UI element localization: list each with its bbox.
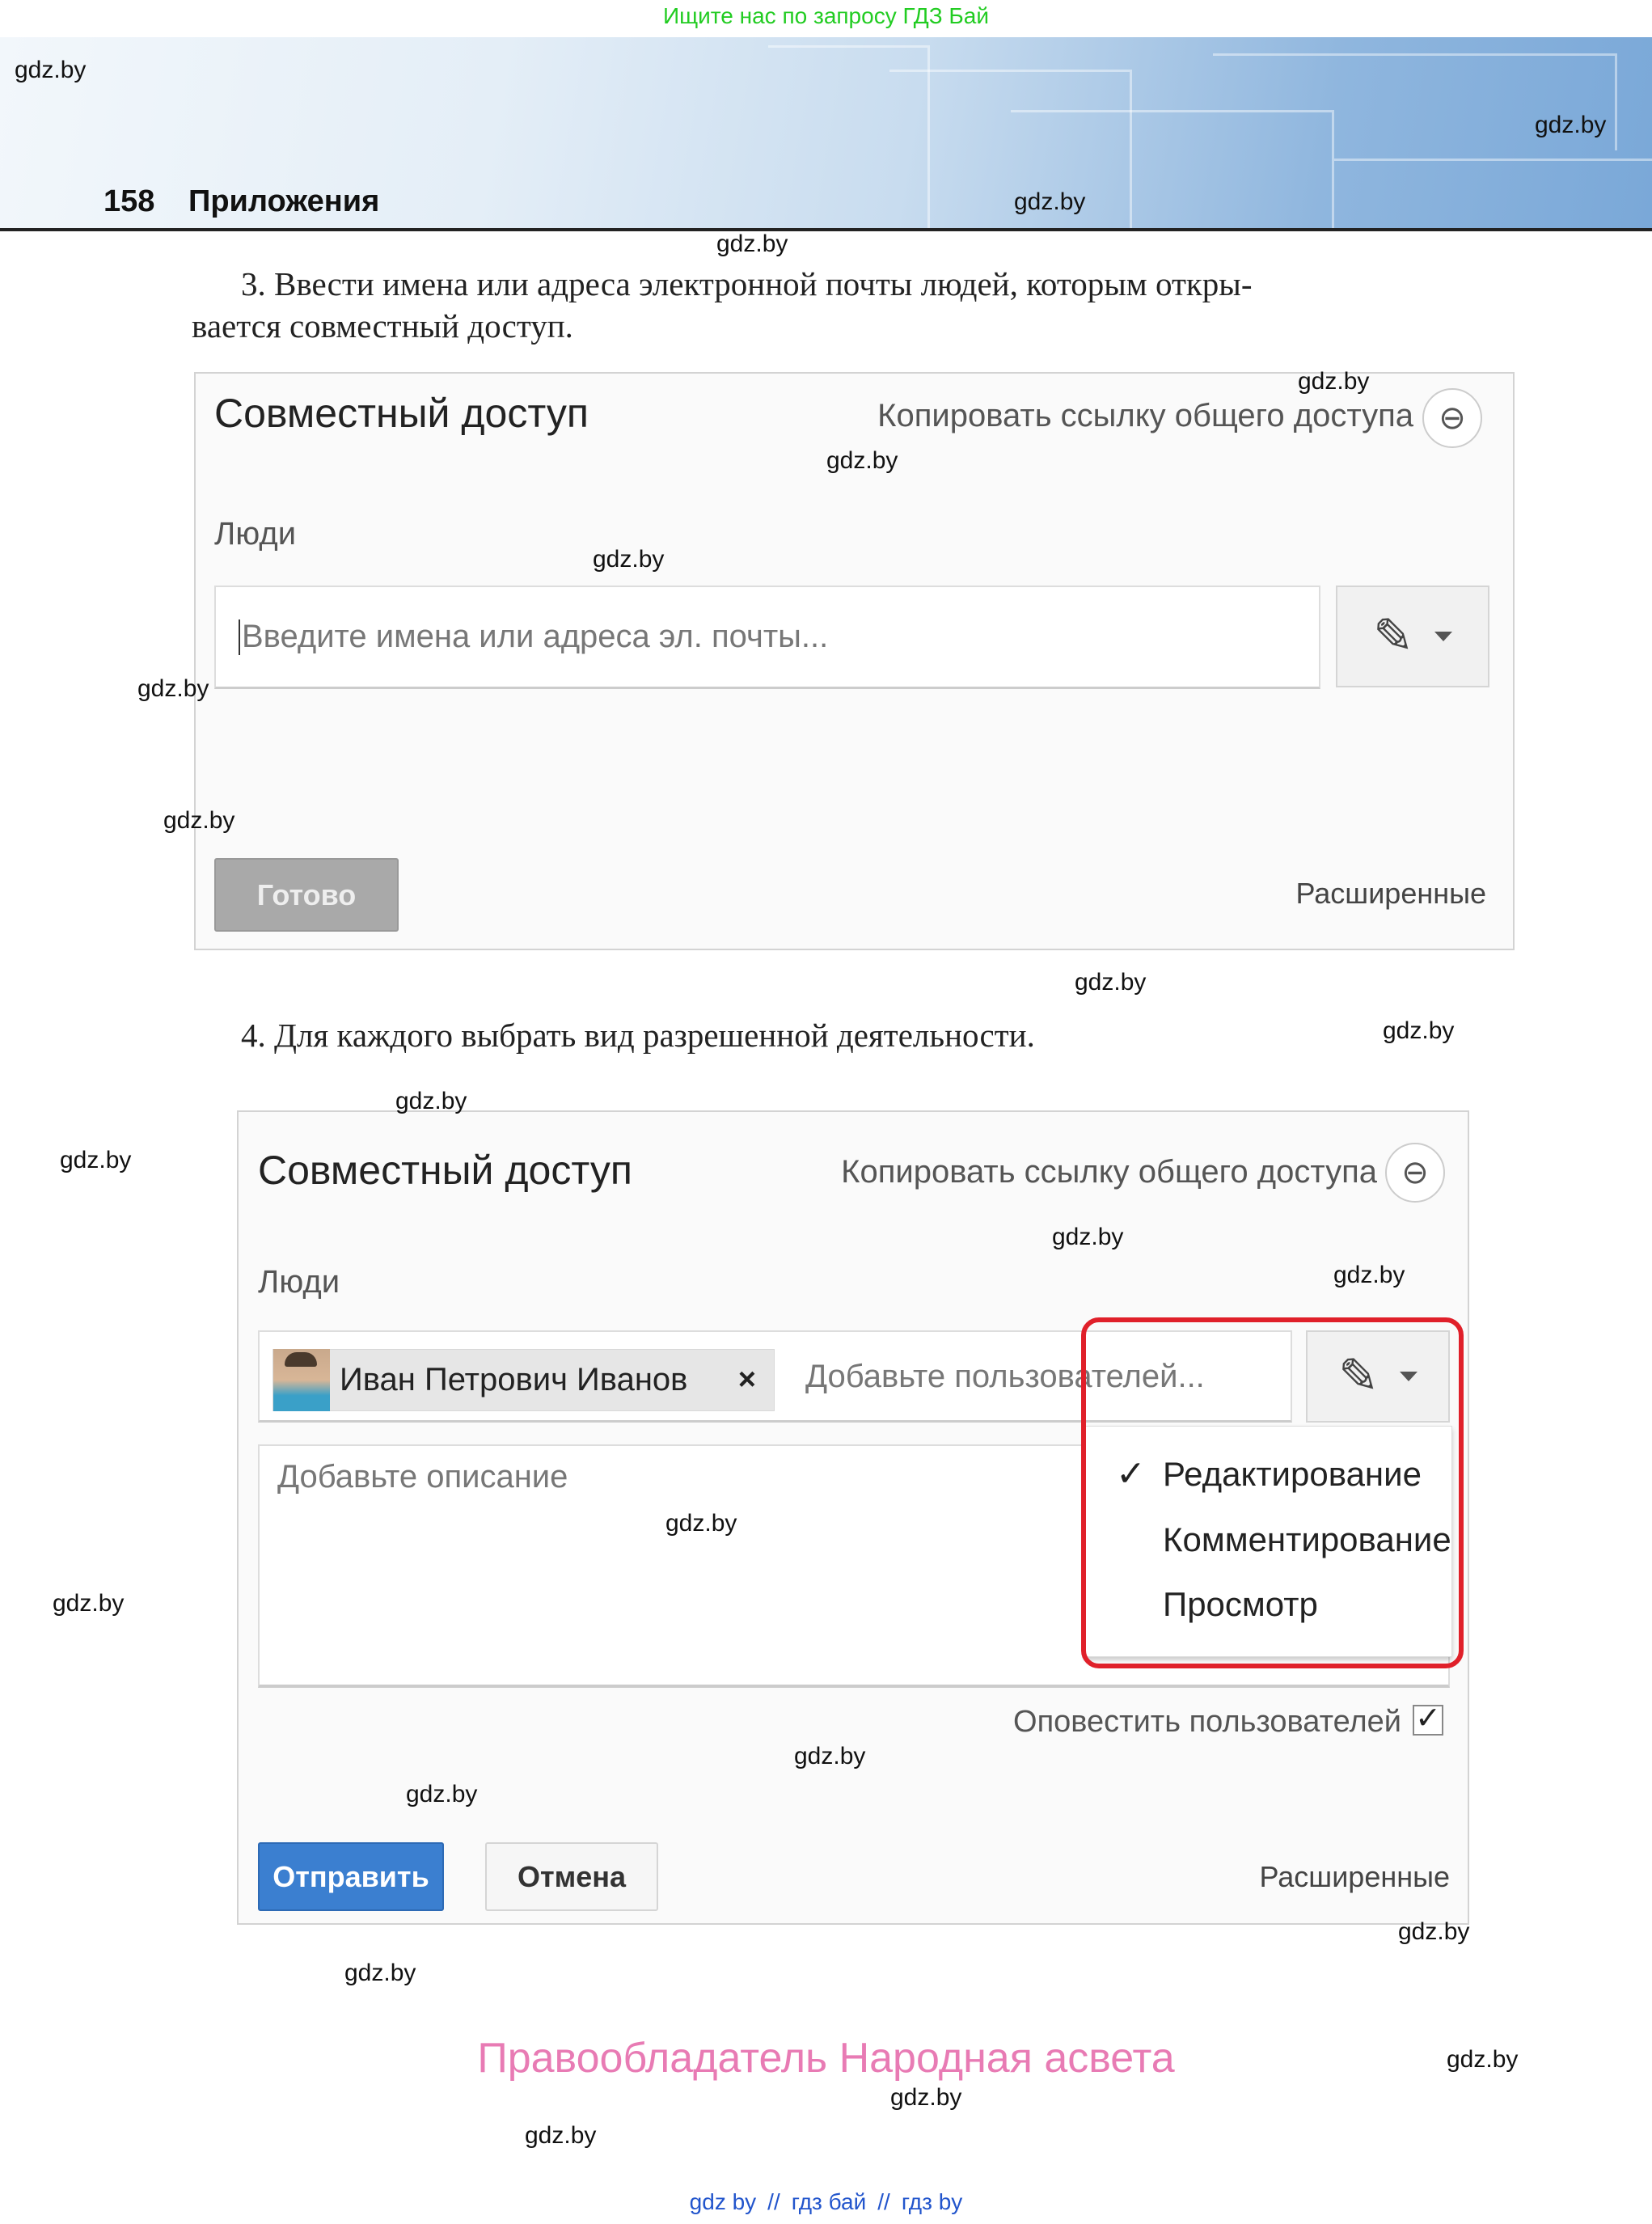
page-number: 158 <box>104 184 155 218</box>
footer-links <box>0 2189 1652 2215</box>
watermark: gdz.by <box>890 2084 962 2111</box>
send-button[interactable]: Отправить <box>258 1842 444 1911</box>
description-placeholder: Добавьте описание <box>277 1459 568 1495</box>
watermark: gdz.by <box>1014 188 1086 215</box>
notify-checkbox[interactable]: ✓ <box>1413 1705 1443 1736</box>
watermark: gdz.by <box>15 57 87 83</box>
copyright-notice: Правообладатель Народная асвета <box>477 2035 1175 2082</box>
footer-separator: // <box>877 2189 890 2214</box>
dialog-title: Совместный доступ <box>258 1148 632 1193</box>
permission-dropdown-button[interactable] <box>1336 586 1489 687</box>
pencil-icon: ✎ <box>1337 1349 1379 1403</box>
advanced-link[interactable]: Расширенные <box>1295 877 1486 910</box>
done-button[interactable]: Готово <box>214 858 399 932</box>
watermark: gdz.by <box>716 230 788 257</box>
watermark: gdz.by <box>1052 1224 1124 1250</box>
notify-label: Оповестить пользователей <box>1013 1705 1401 1739</box>
watermark: gdz.by <box>1333 1262 1405 1288</box>
step4-text: 4. Для каждого выбрать вид разрешенной деятельности. <box>241 1017 1035 1054</box>
watermark: gdz.by <box>1383 1017 1455 1044</box>
step3-line1: 3. Ввести имена или адреса электронной почты людей, которым откры- <box>241 265 1253 302</box>
user-chip <box>273 1349 775 1411</box>
footer-link-gdz-bai[interactable]: гдз бай <box>791 2189 867 2214</box>
add-users-placeholder[interactable]: Добавьте пользователей... <box>805 1359 1205 1394</box>
pencil-icon: ✎ <box>1372 609 1414 663</box>
chip-name: Иван Петрович Иванов <box>340 1362 688 1397</box>
link-icon[interactable]: ⊖ <box>1422 388 1482 448</box>
footer-link-gdz-by[interactable]: гдз by <box>901 2189 963 2214</box>
footer-link-gdz[interactable]: gdz by <box>689 2189 757 2214</box>
watermark: gdz.by <box>344 1960 416 1986</box>
cancel-button[interactable]: Отмена <box>485 1842 658 1911</box>
highlight-frame <box>1081 1317 1464 1668</box>
watermark: gdz.by <box>1398 1918 1470 1945</box>
watermark: gdz.by <box>593 546 665 573</box>
avatar <box>273 1349 330 1411</box>
copy-link-button[interactable]: Копировать ссылку общего доступа <box>877 398 1413 433</box>
remove-user-icon[interactable]: × <box>737 1363 756 1397</box>
watermark: gdz.by <box>665 1510 737 1537</box>
watermark: gdz.by <box>1075 969 1147 996</box>
watermark: gdz.by <box>525 2122 597 2149</box>
dialog-title: Совместный доступ <box>214 391 589 436</box>
text-cursor <box>239 619 240 655</box>
watermark: gdz.by <box>137 675 209 702</box>
search-hint: Ищите нас по запросу ГДЗ Бай <box>662 3 990 28</box>
watermark: gdz.by <box>53 1590 125 1617</box>
people-label: Люди <box>258 1264 340 1300</box>
people-input[interactable] <box>214 586 1320 689</box>
watermark: gdz.by <box>163 807 235 834</box>
footer-separator: // <box>767 2189 780 2214</box>
copy-link-button[interactable]: Копировать ссылку общего доступа <box>841 1154 1377 1190</box>
watermark: gdz.by <box>1535 112 1607 138</box>
people-placeholder: Введите имена или адреса эл. почты... <box>242 619 829 654</box>
caret-down-icon <box>1434 632 1452 641</box>
watermark: gdz.by <box>406 1781 478 1808</box>
watermark: gdz.by <box>395 1088 467 1114</box>
watermark: gdz.by <box>1447 2046 1519 2073</box>
watermark: gdz.by <box>1298 368 1370 395</box>
step3-line2: вается совместный доступ. <box>192 307 573 345</box>
watermark: gdz.by <box>60 1147 132 1173</box>
link-icon[interactable]: ⊖ <box>1385 1143 1445 1203</box>
menu-item-edit[interactable]: Редактирование <box>1163 1455 1422 1493</box>
advanced-link[interactable]: Расширенные <box>1259 1860 1450 1893</box>
menu-item-comment[interactable]: Комментирование <box>1163 1520 1451 1558</box>
check-icon: ✓ <box>1116 1454 1146 1494</box>
watermark: gdz.by <box>794 1743 866 1769</box>
people-label: Люди <box>214 516 297 552</box>
section-title: Приложения <box>188 184 380 218</box>
header-rule <box>0 228 1652 231</box>
watermark: gdz.by <box>826 447 898 474</box>
menu-item-view[interactable]: Просмотр <box>1163 1585 1318 1623</box>
